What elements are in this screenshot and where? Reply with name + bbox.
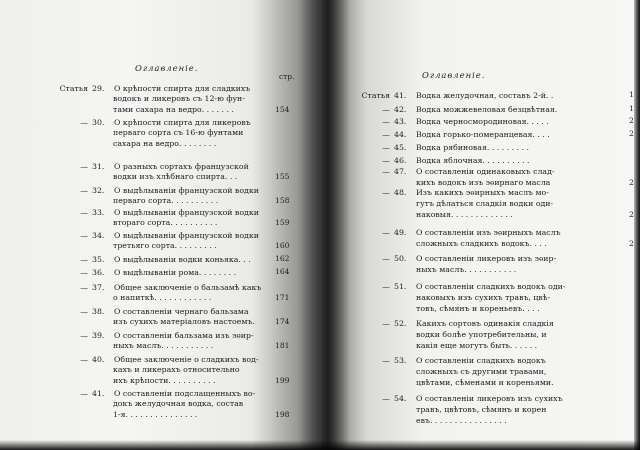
entry-page-number: 181 [275, 341, 290, 351]
entry-number: 36. [92, 268, 105, 277]
left-toc-entry [54, 354, 258, 366]
entry-number: 50. [394, 254, 407, 263]
left-toc-entry [54, 282, 261, 294]
entry-title-line: О выдѣлываніи французской водки [114, 231, 259, 240]
left-toc-entry [54, 330, 254, 342]
entry-lead: — [382, 282, 390, 291]
left-toc-entry [54, 83, 250, 95]
entry-lead: — [80, 389, 88, 398]
entry-title-line: О выдѣлываніи рома. . . . . . . . [114, 268, 237, 277]
left-page-title: Оглавленіе. [135, 63, 199, 73]
left-toc-entry [54, 254, 251, 266]
entry-title-continuation: товъ, сѣмянъ и кореньевъ. . . . [416, 304, 540, 314]
entry-lead: — [382, 105, 390, 114]
right-toc-entry [356, 104, 557, 116]
entry-title-line: О крѣпости спирта для сладкихъ [114, 84, 251, 93]
entry-lead: — [382, 156, 390, 165]
entry-page-number: 199 [275, 376, 290, 386]
entry-title-continuation: ныхъ маслъ. . . . . . . . . . . [416, 264, 517, 274]
right-toc-entry [356, 253, 556, 265]
entry-title-line: О разныхъ сортахъ французской [114, 162, 249, 171]
entry-page-number: 2 [629, 210, 634, 220]
right-toc-entry [356, 90, 553, 102]
entry-title-continuation: сложныхъ сладкихъ водокъ. . . . [416, 238, 547, 248]
left-toc-entry [54, 185, 259, 197]
entry-number: 35. [92, 255, 105, 264]
right-toc-entry [356, 187, 549, 199]
entry-lead: — [80, 118, 88, 127]
entry-number: 41. [394, 91, 407, 100]
entry-page-number: 1 [629, 104, 634, 113]
entry-page-number: 198 [275, 410, 290, 420]
entry-number: 42. [394, 105, 407, 114]
entry-lead: — [382, 228, 390, 237]
entry-number: 45. [394, 143, 407, 152]
entry-title-line: Водка желудочная, составъ 2-й. . [416, 91, 554, 100]
entry-page-number: 2 [629, 177, 634, 187]
entry-title-continuation: изъ сухихъ матеріаловъ настоемъ. [113, 317, 255, 327]
entry-title-continuation: о напиткѣ. . . . . . . . . . . . [113, 293, 212, 303]
entry-title-continuation: ихъ крѣпости. . . . . . . . . . [113, 376, 216, 386]
entry-title-line: Водка можжевеловая безцвѣтная. [416, 105, 558, 114]
entry-page-number: 2 [629, 238, 634, 248]
right-toc-entry [356, 281, 565, 293]
entry-page-number: 174 [275, 317, 290, 327]
entry-page-number: 159 [275, 218, 290, 228]
entry-title-continuation: гутъ дѣлаться сладкія водки оди- [416, 198, 554, 208]
entry-number: 47. [394, 167, 407, 176]
entry-title-continuation: сложныхъ съ другими травами, [416, 366, 547, 376]
entry-number: 48. [394, 188, 407, 197]
entry-number: 37. [92, 283, 105, 292]
entry-title-line: О составленіи чернаго бальзама [114, 307, 249, 316]
entry-title-continuation: сахара на ведро. . . . . . . . [113, 139, 217, 149]
entry-title-continuation: перваго сорта съ 16-ю фунтами [113, 128, 244, 138]
entry-lead: — [382, 319, 390, 328]
entry-page-number: 155 [275, 172, 290, 182]
entry-number: 31. [92, 162, 105, 171]
entry-title-continuation: докъ желудочная водка, состав [113, 399, 244, 409]
entry-title-continuation: водки изъ хлѣбнаго спирта. . . [113, 172, 238, 182]
entry-title-line: О составленіи ликеровъ изъ эѳир- [416, 254, 557, 263]
entry-title-continuation: втораго сорта. . . . . . . . . . [113, 218, 218, 228]
scan-bottom-shadow [0, 440, 640, 450]
entry-number: 54. [394, 394, 407, 403]
entry-lead: — [80, 231, 88, 240]
entry-title-line: Общее заключеніе о сладкихъ вод- [114, 355, 259, 364]
entry-number: 51. [394, 282, 407, 291]
entry-title-line: Водка горько-померанцевая. . . . [416, 130, 550, 139]
entry-title-continuation: перваго сорта. . . . . . . . . . [113, 196, 219, 206]
left-toc-entry [54, 388, 255, 400]
right-toc-entry [356, 142, 529, 154]
entry-lead: — [80, 255, 88, 264]
right-toc-entry [356, 393, 563, 405]
entry-title-line: Водка черносмородиновая. . . . . [416, 117, 549, 126]
entry-title-continuation: наковыхъ изъ сухихъ травъ, цвѣ- [416, 292, 551, 302]
right-toc-entry [356, 166, 555, 178]
entry-title-line: Общее заключеніе о бальзамѣ какъ [114, 283, 262, 292]
left-toc-entry [54, 306, 249, 318]
entry-lead: — [80, 186, 88, 195]
entry-lead: — [382, 117, 390, 126]
entry-title-line: О составленіи сладкихъ водокъ оди- [416, 282, 566, 291]
entry-title-continuation: третьяго сорта. . . . . . . . . [113, 241, 217, 251]
entry-title-line: О составленіи изъ эѳирныхъ маслъ [416, 228, 561, 237]
entry-number: 44. [394, 130, 407, 139]
entry-title-line: Водка рябиновая. . . . . . . . . [416, 143, 530, 152]
entry-number: 40. [92, 355, 105, 364]
entry-lead: — [382, 188, 390, 197]
entry-lead: — [80, 355, 88, 364]
right-toc-entry [356, 116, 549, 128]
entry-number: 30. [92, 118, 105, 127]
entry-number: 29. [92, 84, 105, 93]
entry-lead: Статья [59, 84, 88, 93]
left-toc-entry [54, 267, 236, 279]
page-edge-shadow [634, 0, 640, 450]
entry-lead: Статья [361, 91, 390, 100]
right-page-title: Оглавленіе. [422, 70, 486, 80]
entry-number: 38. [92, 307, 105, 316]
entry-page-number: 154 [275, 105, 290, 115]
entry-number: 49. [394, 228, 407, 237]
entry-title-continuation: 1-я. . . . . . . . . . . . . . . [113, 410, 198, 420]
entry-title-continuation: кахъ и ликерахъ относительно [113, 365, 240, 375]
entry-title-line: О составленіи сладкихъ водокъ [416, 356, 546, 365]
entry-title-continuation: тами сахара на ведро. . . . . . . [113, 105, 234, 115]
entry-title-continuation: водокъ и ликеровъ съ 12-ю фун- [113, 94, 245, 104]
entry-lead: — [80, 307, 88, 316]
entry-title-line: Изъ какихъ эѳирныхъ маслъ мо- [416, 188, 549, 197]
entry-number: 46. [394, 156, 407, 165]
entry-lead: — [382, 394, 390, 403]
entry-title-continuation: какія еще могутъ быть. . . . . . [416, 341, 538, 351]
entry-title-line: О выдѣлываніи французской водки [114, 186, 259, 195]
entry-lead: — [382, 356, 390, 365]
entry-number: 33. [92, 208, 105, 217]
left-toc-entry [54, 230, 259, 242]
left-toc-entry [54, 161, 249, 173]
entry-page-number: 2 [629, 129, 634, 138]
entry-page-number: 1 [629, 90, 634, 99]
entry-number: 32. [92, 186, 105, 195]
right-toc-entry [356, 129, 550, 141]
entry-title-line: О выдѣлываніи французской водки [114, 208, 259, 217]
entry-page-number: 158 [275, 196, 290, 206]
entry-title-continuation: наковыя. . . . . . . . . . . . . [416, 210, 513, 220]
entry-title-line: О составленіи ликеровъ изъ сухихъ [416, 394, 563, 403]
entry-lead: — [80, 208, 88, 217]
entry-title-continuation: ныхъ маслъ. . . . . . . . . . . [113, 341, 214, 351]
entry-title-line: О крѣпости спирта для ликеровъ [114, 118, 251, 127]
entry-title-continuation: травъ, цвѣтовъ, сѣмянъ и корен [416, 404, 547, 414]
entry-number: 39. [92, 331, 105, 340]
entry-lead: — [80, 162, 88, 171]
left-page-column-header: стр. [279, 72, 295, 81]
right-toc-entry [356, 318, 554, 330]
entry-lead: — [80, 268, 88, 277]
right-toc-entry [356, 155, 530, 167]
entry-title-line: О выдѣлываніи водки коньяка. . . [114, 255, 251, 264]
entry-title-line: О составленіи подслащенныхъ во- [114, 389, 256, 398]
entry-number: 34. [92, 231, 105, 240]
entry-number: 41. [92, 389, 105, 398]
right-toc-entry [356, 227, 561, 239]
entry-title-line: Водка яблочная. . . . . . . . . . [416, 156, 530, 165]
entry-page-number: 160 [275, 241, 290, 251]
entry-lead: — [80, 331, 88, 340]
entry-title-line: Какихъ сортовъ одинакія сладкія [416, 319, 554, 328]
entry-lead: — [382, 143, 390, 152]
entry-page-number: 2 [629, 116, 634, 125]
entry-title-continuation: кихъ водокъ изъ эѳирнаго масла [416, 177, 551, 187]
entry-page-number: 171 [275, 293, 290, 303]
entry-lead: — [382, 167, 390, 176]
entry-lead: — [382, 254, 390, 263]
right-toc-entry [356, 355, 546, 367]
entry-number: 53. [394, 356, 407, 365]
entry-page-number: 162 [275, 254, 290, 263]
entry-lead: — [80, 283, 88, 292]
entry-page-number: 164 [275, 267, 290, 276]
entry-title-continuation: евъ. . . . . . . . . . . . . . . . [416, 416, 507, 426]
entry-title-line: О составленіи бальзама изъ эѳир- [114, 331, 254, 340]
left-toc-entry [54, 117, 251, 129]
left-toc-entry [54, 207, 259, 219]
entry-number: 52. [394, 319, 407, 328]
entry-number: 43. [394, 117, 407, 126]
entry-title-continuation: цвѣтами, сѣменами и кореньями. [416, 378, 554, 388]
entry-title-line: О составленіи одинаковыхъ слад- [416, 167, 555, 176]
entry-title-continuation: водки болѣе употребительны, и [416, 329, 547, 339]
entry-lead: — [382, 130, 390, 139]
